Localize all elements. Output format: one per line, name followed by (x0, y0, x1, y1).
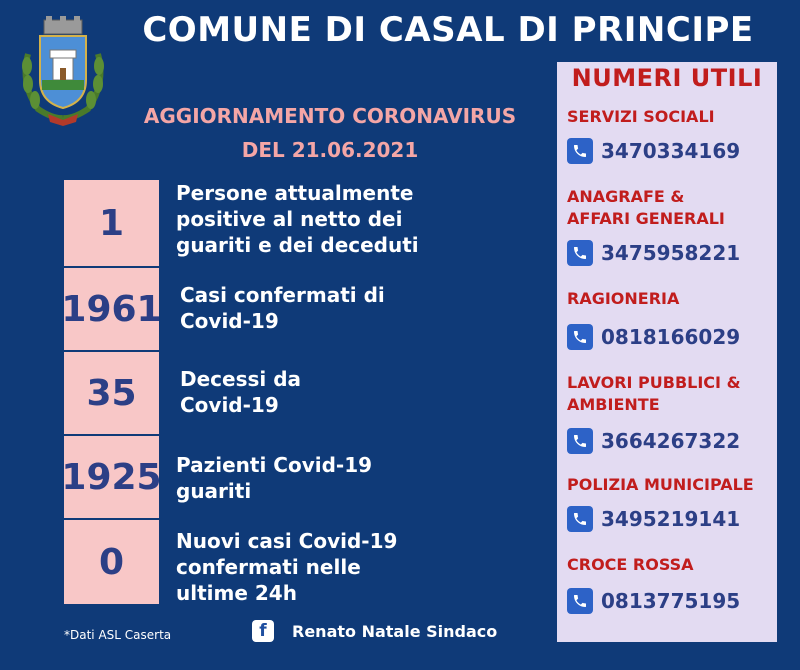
contact-phone[interactable] (567, 138, 777, 164)
stat-label (180, 366, 301, 418)
contact-phone[interactable] (567, 588, 777, 614)
stat-value: 1925 (64, 436, 159, 518)
phone-icon (567, 506, 593, 532)
contact-name: LAVORI PUBBLICI & (567, 373, 741, 392)
contact-social-services (567, 106, 777, 164)
update-heading (100, 104, 560, 162)
phone-icon (567, 428, 593, 454)
phone-number: 3664267322 (601, 429, 741, 453)
contact-name: AMBIENTE (567, 395, 660, 414)
contact-registry (567, 186, 777, 266)
stat-label-line: positive al netto dei (176, 207, 403, 231)
contact-phone[interactable] (567, 324, 777, 350)
stat-label-line: Persone attualmente (176, 181, 414, 205)
stat-value: 1961 (64, 268, 159, 350)
stat-label-line: Covid-19 (180, 309, 279, 333)
contact-name: RAGIONERIA (567, 289, 680, 308)
stat-label-line: confermati nelle (176, 555, 361, 579)
contact-municipal-police (567, 474, 777, 532)
stat-label (176, 528, 397, 606)
contact-phone[interactable] (567, 240, 777, 266)
phone-icon (567, 240, 593, 266)
stat-label-line: Covid-19 (180, 393, 279, 417)
contact-name: POLIZIA MUNICIPALE (567, 475, 754, 494)
stat-label (180, 282, 385, 334)
stat-value: 0 (64, 520, 159, 604)
phone-number: 3470334169 (601, 139, 741, 163)
update-title: AGGIORNAMENTO CORONAVIRUS (143, 104, 517, 128)
contact-name: ANAGRAFE & (567, 187, 685, 206)
facebook-label: Renato Natale Sindaco (292, 621, 498, 641)
stat-value: 35 (64, 352, 159, 434)
contact-name: SERVIZI SOCIALI (567, 107, 715, 126)
update-date: DEL 21.06.2021 (241, 138, 419, 162)
phone-icon (567, 588, 593, 614)
facebook-link[interactable] (252, 620, 497, 642)
phone-icon (567, 324, 593, 350)
stat-label-line: ultime 24h (176, 581, 297, 605)
useful-numbers-panel (557, 62, 777, 642)
phone-icon (567, 138, 593, 164)
municipal-crest-logo (18, 14, 108, 126)
stat-label-line: Nuovi casi Covid-19 (176, 529, 398, 553)
contact-red-cross (567, 554, 777, 614)
stat-label-line: Casi confermati di (180, 283, 385, 307)
stat-label-line: guariti (176, 479, 252, 503)
contact-accounting (567, 288, 777, 350)
stat-label-line: Pazienti Covid-19 (176, 453, 373, 477)
source-note: *Dati ASL Caserta (64, 628, 172, 642)
stat-value: 1 (64, 180, 159, 266)
facebook-icon: f (252, 620, 274, 642)
stat-label (176, 180, 419, 258)
contact-name: AFFARI GENERALI (567, 209, 725, 228)
contact-public-works (567, 372, 777, 454)
phone-number: 3495219141 (601, 507, 741, 531)
page-title: COMUNE DI CASAL DI PRINCIPE (142, 10, 754, 50)
contact-phone[interactable] (567, 506, 777, 532)
stat-label-line: guariti e dei deceduti (176, 233, 419, 257)
stat-label-line: Decessi da (180, 367, 302, 391)
useful-numbers-title: NUMERI UTILI (571, 64, 763, 92)
phone-number: 3475958221 (601, 241, 741, 265)
phone-number: 0813775195 (601, 589, 741, 613)
phone-number: 0818166029 (601, 325, 741, 349)
contact-name: CROCE ROSSA (567, 555, 694, 574)
contact-phone[interactable] (567, 428, 777, 454)
stat-label (176, 452, 372, 504)
